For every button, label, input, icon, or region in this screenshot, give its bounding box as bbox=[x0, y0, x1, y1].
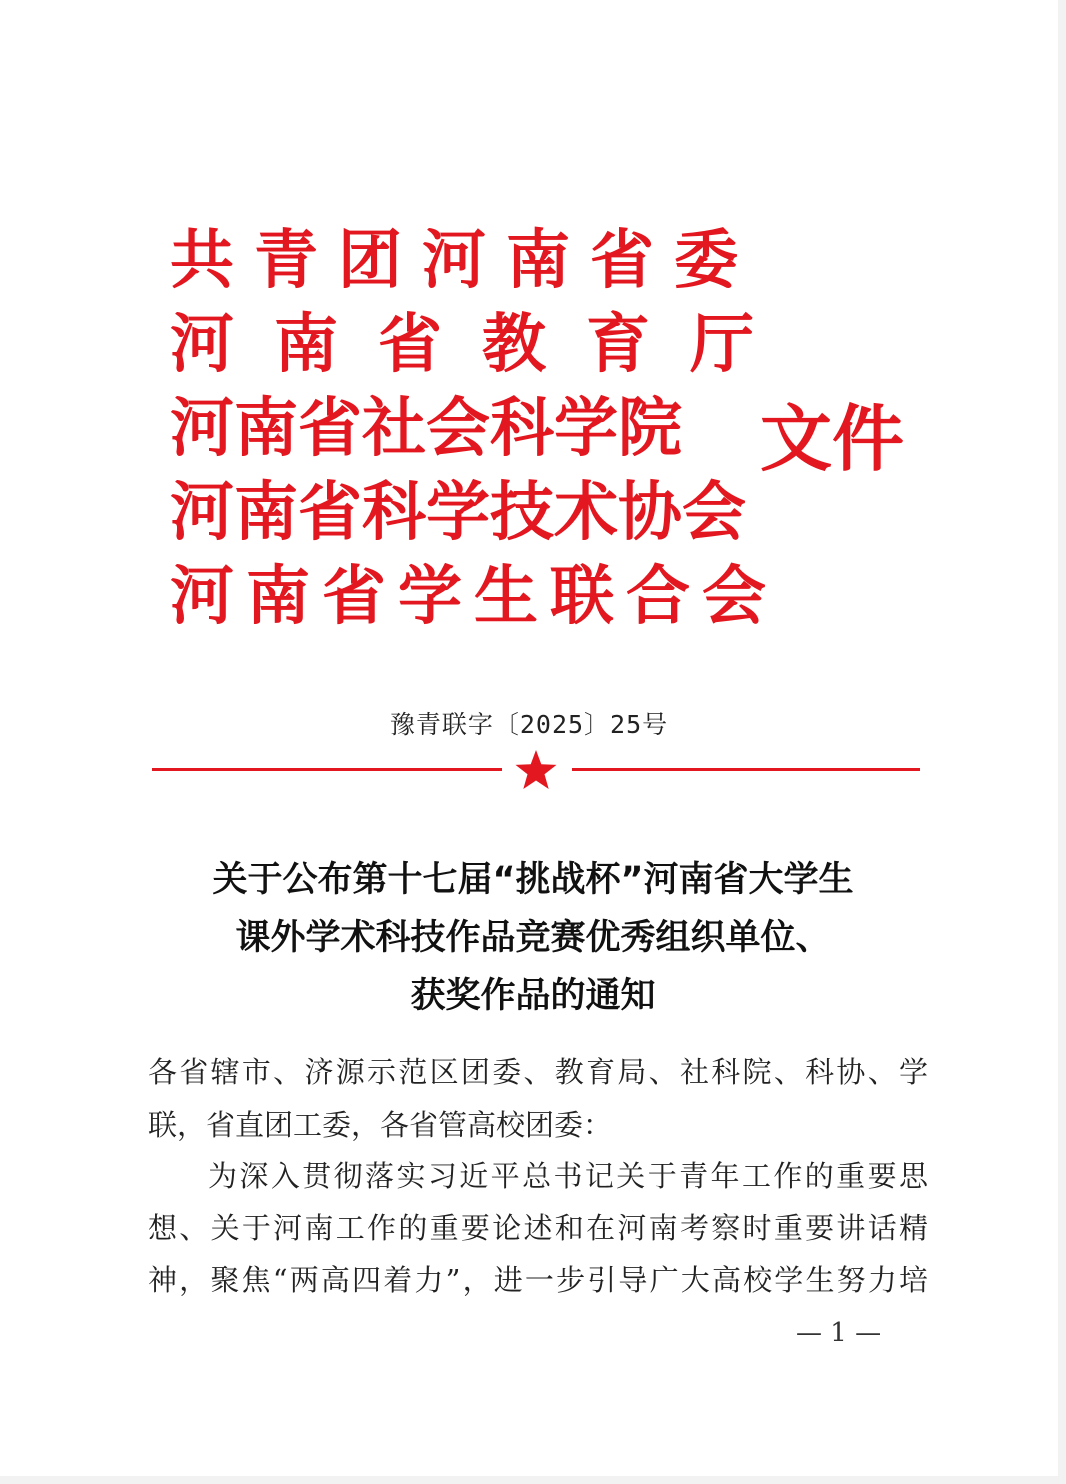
issuer-line-5: 河南省学生联合会 bbox=[170, 559, 778, 634]
document-number: 豫青联字〔2025〕25号 bbox=[389, 710, 669, 739]
body-line-2: 联，省直团工委，各省管高校团委： bbox=[148, 1108, 613, 1142]
body-line-4: 想、关于河南工作的重要论述和在河南考察时重要讲话精 bbox=[148, 1211, 928, 1245]
issuer-line-2: 河南省教育厅 bbox=[170, 307, 794, 382]
body-line-1: 各省辖市、济源示范区团委、教育局、社科院、科协、学 bbox=[148, 1055, 928, 1089]
body-line-3: 为深入贯彻落实习近平总书记关于青年工作的重要思 bbox=[208, 1159, 928, 1193]
issuer-header bbox=[170, 215, 930, 635]
title-line-2: 课外学术科技作品竞赛优秀组织单位、 bbox=[235, 918, 831, 958]
body-line-5: 神，聚焦“两高四着力”，进一步引导广大高校学生努力培 bbox=[148, 1263, 928, 1297]
red-rule-left bbox=[152, 768, 502, 771]
page-number: — 1 — bbox=[796, 1318, 882, 1348]
title-line-3: 获奖作品的通知 bbox=[410, 976, 656, 1016]
issuer-line-4: 河南省科学技术协会 bbox=[170, 475, 746, 550]
title-line-1: 关于公布第十七届“挑战杯”河南省大学生 bbox=[212, 860, 854, 900]
issuer-line-1: 共青团河南省委 bbox=[170, 223, 758, 298]
red-star-icon bbox=[514, 748, 558, 792]
document-type-label: 文件 bbox=[760, 396, 905, 481]
issuer-line-3: 河南省社会科学院 bbox=[170, 391, 682, 466]
red-rule-right bbox=[572, 768, 920, 771]
